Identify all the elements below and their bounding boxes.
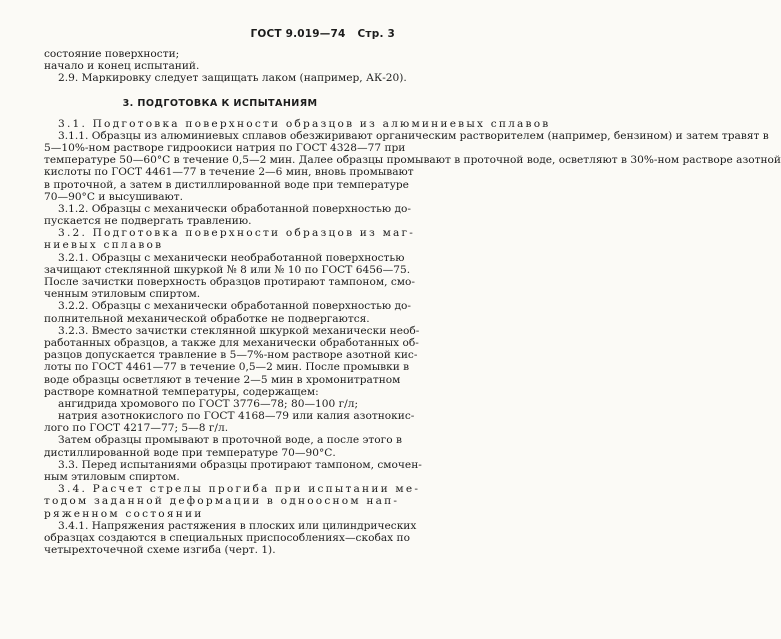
text-line: лоты по ГОСТ 4461—77 в течение 0,5—2 мин. После промывки в <box>44 361 410 374</box>
text-line: После зачистки поверхность образцов протирают тампоном, смо- <box>44 276 415 288</box>
text-line: состояние поверхности; <box>44 48 180 60</box>
text-line: температуре 50—60°С в течение 0,5—2 мин. Далее образцы промывают в проточной воде, осветляют в 30%-ном растворе азотной <box>44 154 781 167</box>
text-line: лого по ГОСТ 4217—77; 5—8 г/л. <box>44 422 229 435</box>
text-line: кислоты по ГОСТ 4461—77 в течение 2—6 мин, вновь промывают <box>44 166 414 179</box>
text-line: ным этиловым спиртом. <box>44 471 180 483</box>
text-line: ченным этиловым спиртом. <box>44 288 201 301</box>
section-heading: 3. ПОДГОТОВКА К ИСПЫТАНИЯМ <box>122 97 318 109</box>
text-line: растворе комнатной температуры, содержащем: <box>44 385 319 398</box>
text-line: начало и конец испытаний. <box>44 60 200 73</box>
text-line: работанных образцов, а также для механически обработанных об- <box>44 336 419 349</box>
text-line: 5—10%-ном растворе гидроокиси натрия по ГОСТ 4328—77 при <box>44 141 406 154</box>
text-line: образцах создаются в специальных приспособлениях—скобах по <box>44 531 410 544</box>
text-line: воде образцы осветляют в течение 2—5 мин в хромонитратном <box>44 373 401 386</box>
text-line: пускается не подвергать травлению. <box>44 215 252 228</box>
text-line: зачищают стеклянной шкуркой № 8 или № 10 по ГОСТ 6456—75. <box>44 263 411 276</box>
text-line: 3.2.1. Образцы с механически необработанной поверхностью <box>58 251 405 264</box>
text-line: 3.4. Расчет стрелы прогиба при испытании ме- <box>58 483 421 496</box>
text-line: 3.2. Подготовка поверхности образцов из маг- <box>58 227 416 240</box>
text-line: в проточной, а затем в дистиллированной воде при температуре <box>44 178 409 191</box>
document-body <box>44 48 781 557</box>
text-line: 2.9. Маркировку следует защищать лаком (например, АК-20). <box>58 72 407 85</box>
text-line: 3.1. Подготовка поверхности образцов из алюминиевых сплавов <box>58 117 551 130</box>
text-line: натрия азотнокислого по ГОСТ 4168—79 или калия азотнокис- <box>58 410 415 423</box>
text-line: полнительной механической обработке не подвергаются. <box>44 312 370 325</box>
text-line: 3.4.1. Напряжения растяжения в плоских или цилиндрических <box>58 519 417 532</box>
text-line: ангидрида хромового по ГОСТ 3776—78; 80—100 г/л; <box>58 397 359 410</box>
text-line: Затем образцы промывают в проточной воде, а после этого в <box>58 434 402 447</box>
text-line: четырехточечной схеме изгиба (черт. 1). <box>44 544 276 557</box>
text-line: ряженном состоянии <box>44 507 204 520</box>
text-line: 3.1.2. Образцы с механически обработанной поверхностью до- <box>58 202 411 215</box>
text-line: 3.3. Перед испытаниями образцы протирают тампоном, смочен- <box>58 458 422 471</box>
text-line: 3.1.1. Образцы из алюминиевых сплавов обезжиривают органическим растворителем (например, бензином) и затем травят в <box>58 129 769 142</box>
page-header <box>250 28 395 40</box>
text-line: тодом заданной деформации в одноосном нап- <box>44 495 400 508</box>
standard-number: ГОСТ 9.019—74 <box>250 28 346 40</box>
text-line: 3.2.2. Образцы с механически обработанной поверхностью до- <box>58 300 411 313</box>
text-line: дистиллированной воде при температуре 70—90°С. <box>44 446 336 459</box>
text-line: ниевых сплавов <box>44 239 164 252</box>
text-line: 70—90°С и высушивают. <box>44 190 183 203</box>
text-line: разцов допускается травление в 5—7%-ном растворе азотной кис- <box>44 349 418 362</box>
text-line: 3.2.3. Вместо зачистки стеклянной шкуркой механически необ- <box>58 324 420 337</box>
page-number: Стр. 3 <box>357 28 395 40</box>
